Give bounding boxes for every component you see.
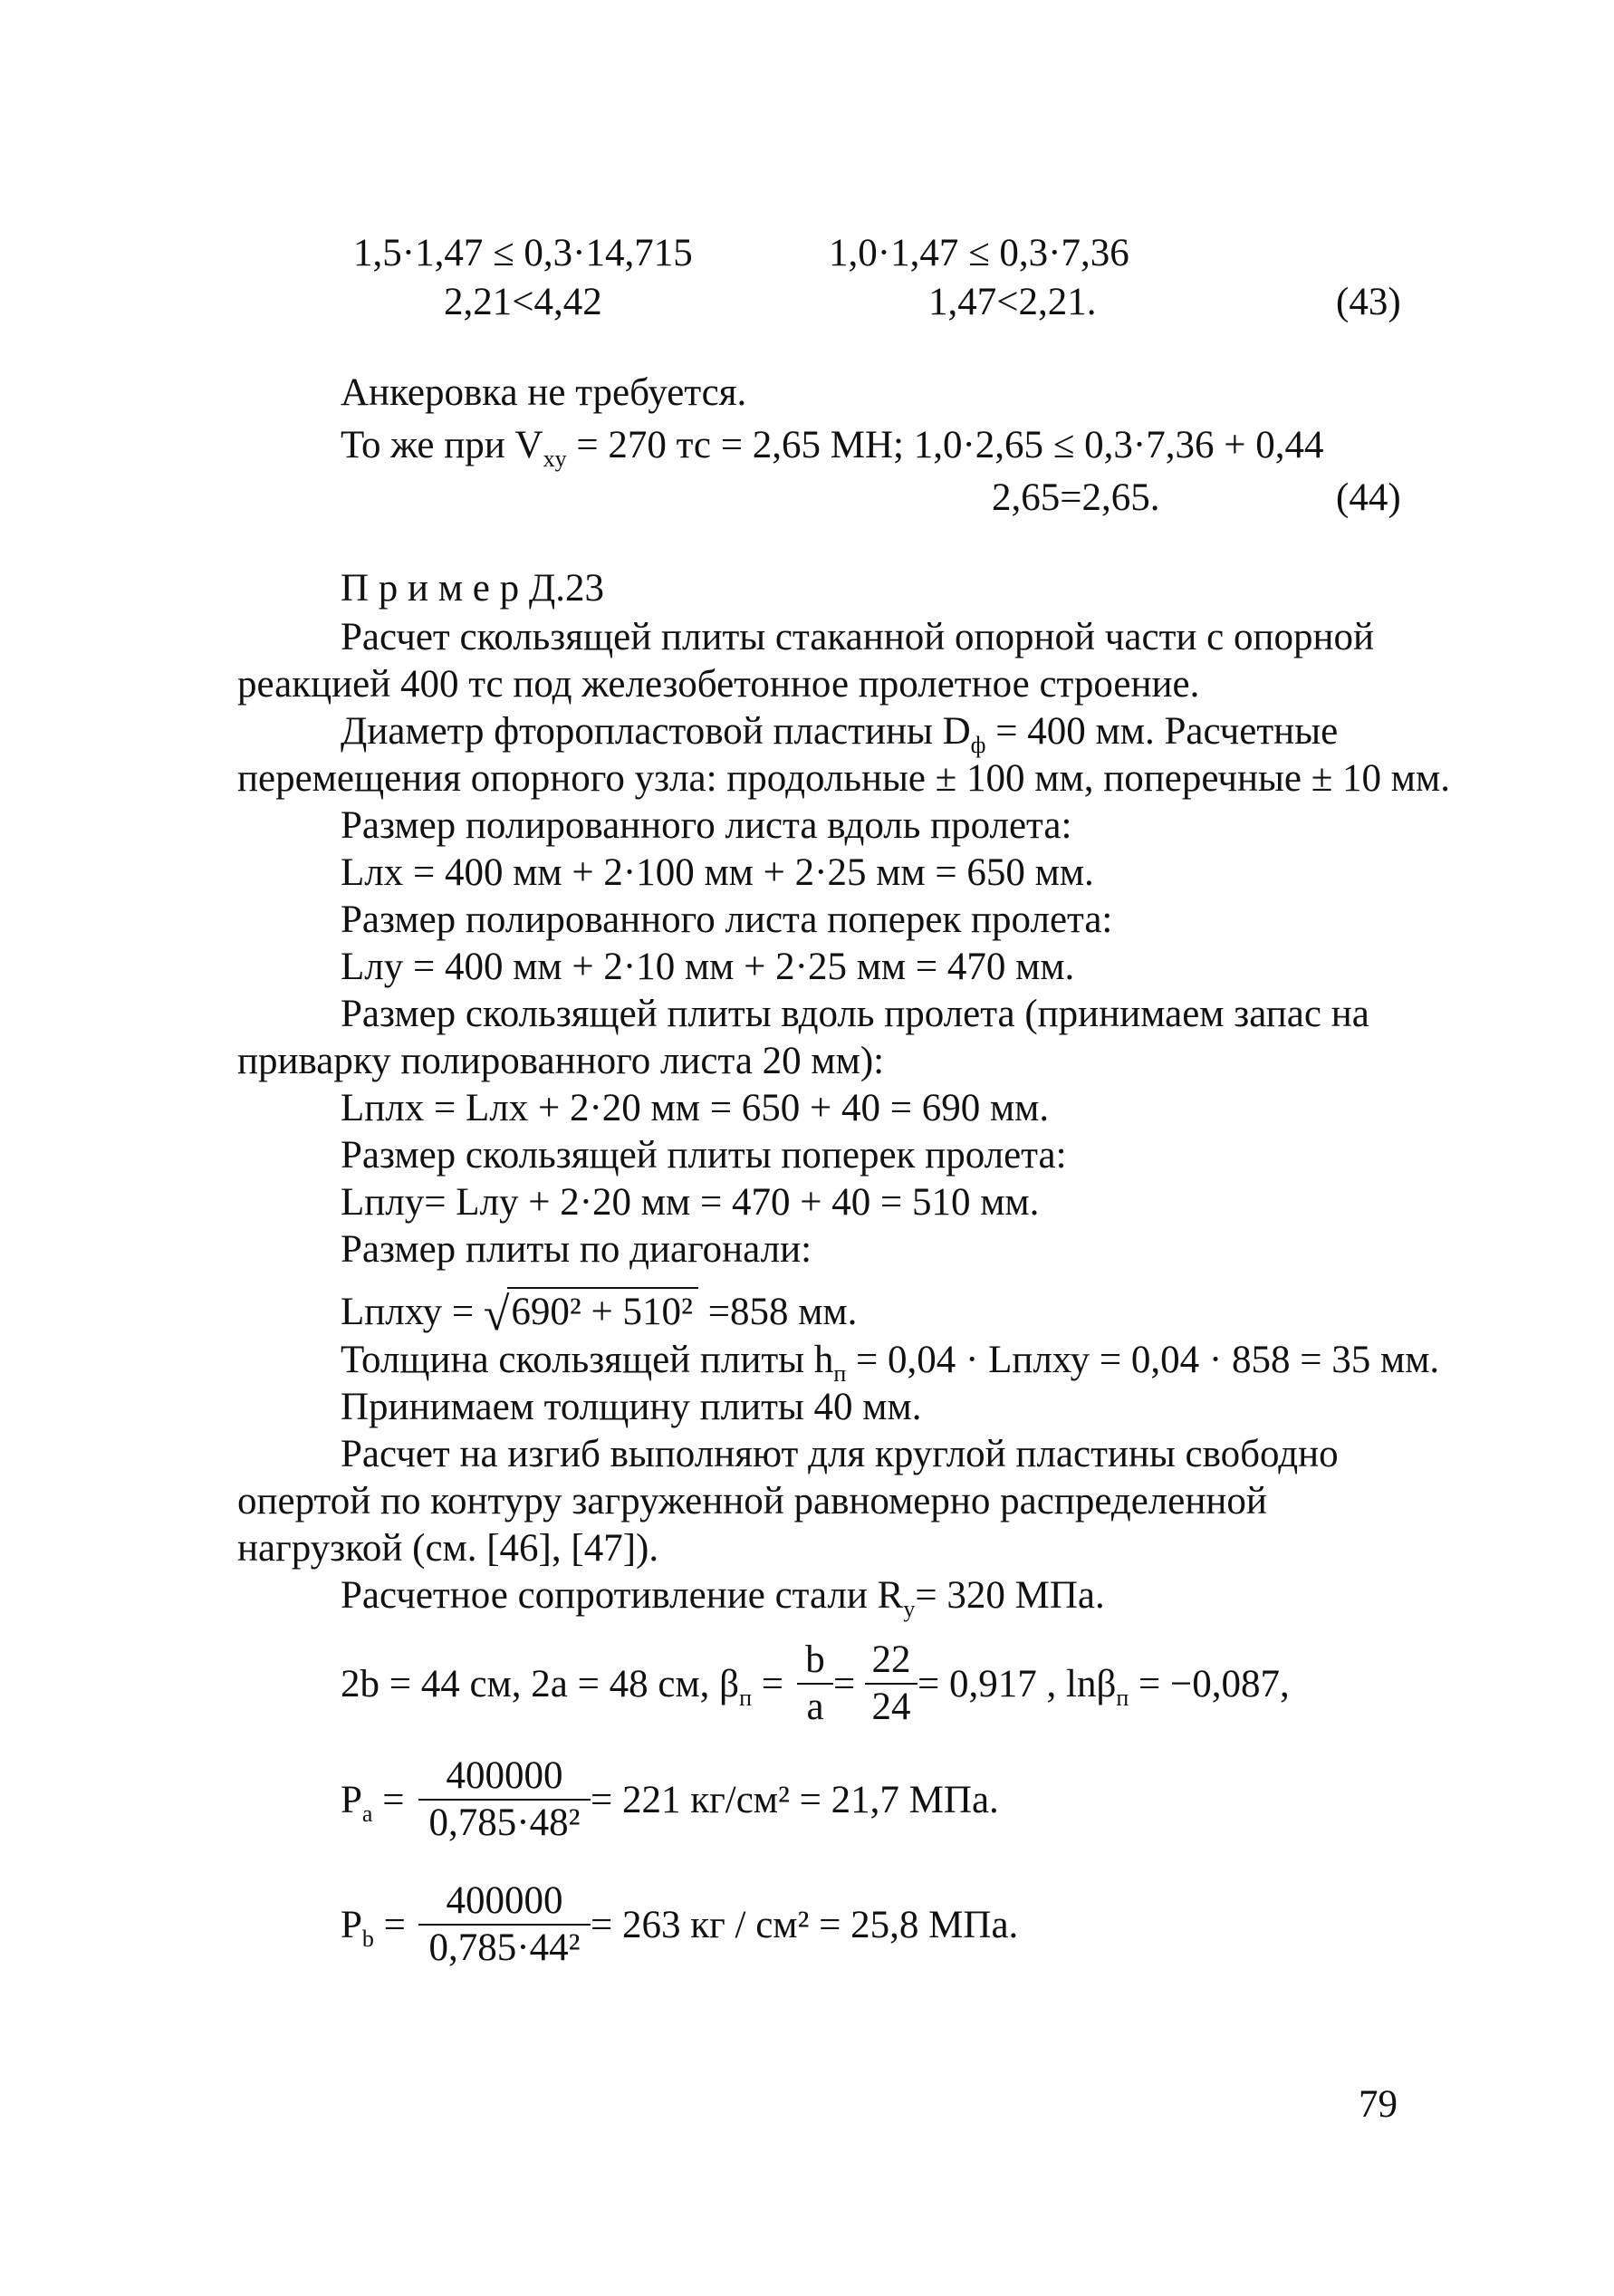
example-title: П р и м е р Д.23: [341, 567, 604, 610]
beta-result-sub: п: [1116, 1685, 1129, 1711]
beta-eq2: =: [833, 1663, 856, 1705]
para1-line1: Расчет скользящей плиты стаканной опорной части с опорной: [341, 616, 1375, 658]
bending-line1: Расчет на изгиб выполняют для круглой пластины свободно: [341, 1433, 1339, 1475]
pb-result: = 263 кг / см² = 25,8 МПа.: [591, 1904, 1019, 1946]
diagonal-eq: [341, 1286, 858, 1340]
beta-prefix-line: [341, 1661, 783, 1722]
beta-prefix: 2b = 44 см, 2a = 48 см, β: [341, 1663, 740, 1705]
eq44-line: [341, 422, 1323, 483]
beta-f1-den: a: [806, 1686, 824, 1728]
para2-line2: перемещения опорного узла: продольные ± 100 мм, поперечные ± 10 мм.: [237, 757, 1450, 800]
plate-cross-label: Размер скользящей плиты поперек пролета:: [341, 1134, 1067, 1177]
cross-sheet-label: Размер полированного листа поперек пролета:: [341, 898, 1113, 941]
eq44-number: (44): [1336, 476, 1401, 519]
beta-eq: =: [751, 1663, 783, 1705]
pb-label: P: [341, 1904, 362, 1946]
pb-num: 400000: [418, 1878, 591, 1926]
para2-a: Диаметр фторопластовой пластины D: [341, 710, 971, 753]
steel-line: [341, 1572, 1105, 1633]
diagonal-suffix: =858 мм.: [697, 1291, 858, 1333]
thickness-a: Толщина скользящей плиты h: [341, 1339, 834, 1381]
pa-sub: a: [361, 1801, 373, 1827]
steel-b: = 320 МПа.: [915, 1574, 1105, 1617]
eq44-prefix: То же при V: [341, 424, 543, 466]
long-sheet-eq: Lлх = 400 мм + 2·100 мм + 2·25 мм = 650 мм.: [341, 851, 1094, 894]
para2-b: = 400 мм. Расчетные: [985, 710, 1339, 753]
beta-result-line: [917, 1661, 1290, 1722]
beta-result-end: = −0,087,: [1129, 1663, 1290, 1705]
eq43-right-a: 1,0·1,47 ≤ 0,3·7,36: [829, 232, 1129, 274]
pb-den: 0,785·44²: [428, 1926, 581, 1969]
beta-sub: п: [739, 1685, 752, 1711]
page-number: 79: [1359, 2083, 1398, 2126]
para2-sub: ф: [970, 732, 986, 758]
steel-a: Расчетное сопротивление стали R: [341, 1574, 904, 1617]
diagonal-root: 690² + 510²: [507, 1287, 698, 1336]
eq44-rest: = 270 тс = 2,65 МН; 1,0·2,65 ≤ 0,3·7,36 + 0,44: [566, 424, 1324, 466]
eq43-left-b: 2,21<4,42: [444, 281, 602, 323]
eq43-number: (43): [1336, 281, 1401, 323]
pa-num: 400000: [418, 1753, 591, 1801]
eq43-left-a: 1,5·1,47 ≤ 0,3·14,715: [353, 232, 693, 274]
pa-den: 0,785·48²: [428, 1801, 581, 1844]
thickness-b: = 0,04 · Lплху = 0,04 · 858 = 35 мм.: [846, 1339, 1440, 1381]
eq44-result: 2,65=2,65.: [992, 476, 1160, 519]
pa-label-line: $P_a$ =: [341, 1779, 405, 1827]
para1-line2: реакцией 400 тс под железобетонное пролетное строение.: [237, 663, 1200, 706]
pa-label: P: [341, 1779, 362, 1821]
plate-long-line2: приварку полированного листа 20 мм):: [237, 1040, 885, 1082]
diagonal-label: Размер плиты по диагонали:: [341, 1228, 812, 1271]
anchor-note: Анкеровка не требуется.: [341, 371, 747, 414]
pa-result: = 221 кг/см² = 21,7 МПа.: [591, 1779, 999, 1821]
pa-fraction: [418, 1753, 591, 1846]
diagonal-prefix: Lплху =: [341, 1291, 484, 1333]
thickness-accept: Принимаем толщину плиты 40 мм.: [341, 1386, 922, 1428]
bending-line3: нагрузкой (см. [46], [47]).: [237, 1527, 659, 1570]
plate-long-eq: Lплх = Lлх + 2·20 мм = 650 + 40 = 690 мм.: [341, 1087, 1050, 1129]
beta-f1-num: b: [797, 1638, 833, 1685]
steel-sub: y: [903, 1596, 916, 1622]
beta-result: = 0,917 , lnβ: [917, 1663, 1117, 1705]
bending-line2: опертой по контуру загруженной равномерно распределенной: [237, 1480, 1267, 1523]
beta-f2-num: 22: [865, 1638, 917, 1685]
thickness-sub: п: [833, 1360, 847, 1387]
cross-sheet-eq: Lлу = 400 мм + 2·10 мм + 2·25 мм = 470 мм.: [341, 946, 1075, 988]
eq43-right-b: 1,47<2,21.: [928, 281, 1097, 323]
beta-f2-den: 24: [871, 1686, 911, 1728]
pb-fraction: [418, 1878, 591, 1971]
long-sheet-label: Размер полированного листа вдоль пролета:: [341, 804, 1072, 847]
pb-label-line: $P_b$ =: [341, 1904, 406, 1952]
beta-fraction-2: [865, 1638, 917, 1730]
eq44-sub: xy: [543, 446, 567, 472]
beta-fraction-1: [797, 1638, 833, 1730]
plate-cross-eq: Lплу= Lлу + 2·20 мм = 470 + 40 = 510 мм.: [341, 1181, 1040, 1224]
pb-sub: b: [361, 1926, 374, 1952]
plate-long-line1: Размер скользящей плиты вдоль пролета (принимаем запас на: [341, 993, 1369, 1035]
sqrt-icon: √: [483, 1289, 510, 1340]
